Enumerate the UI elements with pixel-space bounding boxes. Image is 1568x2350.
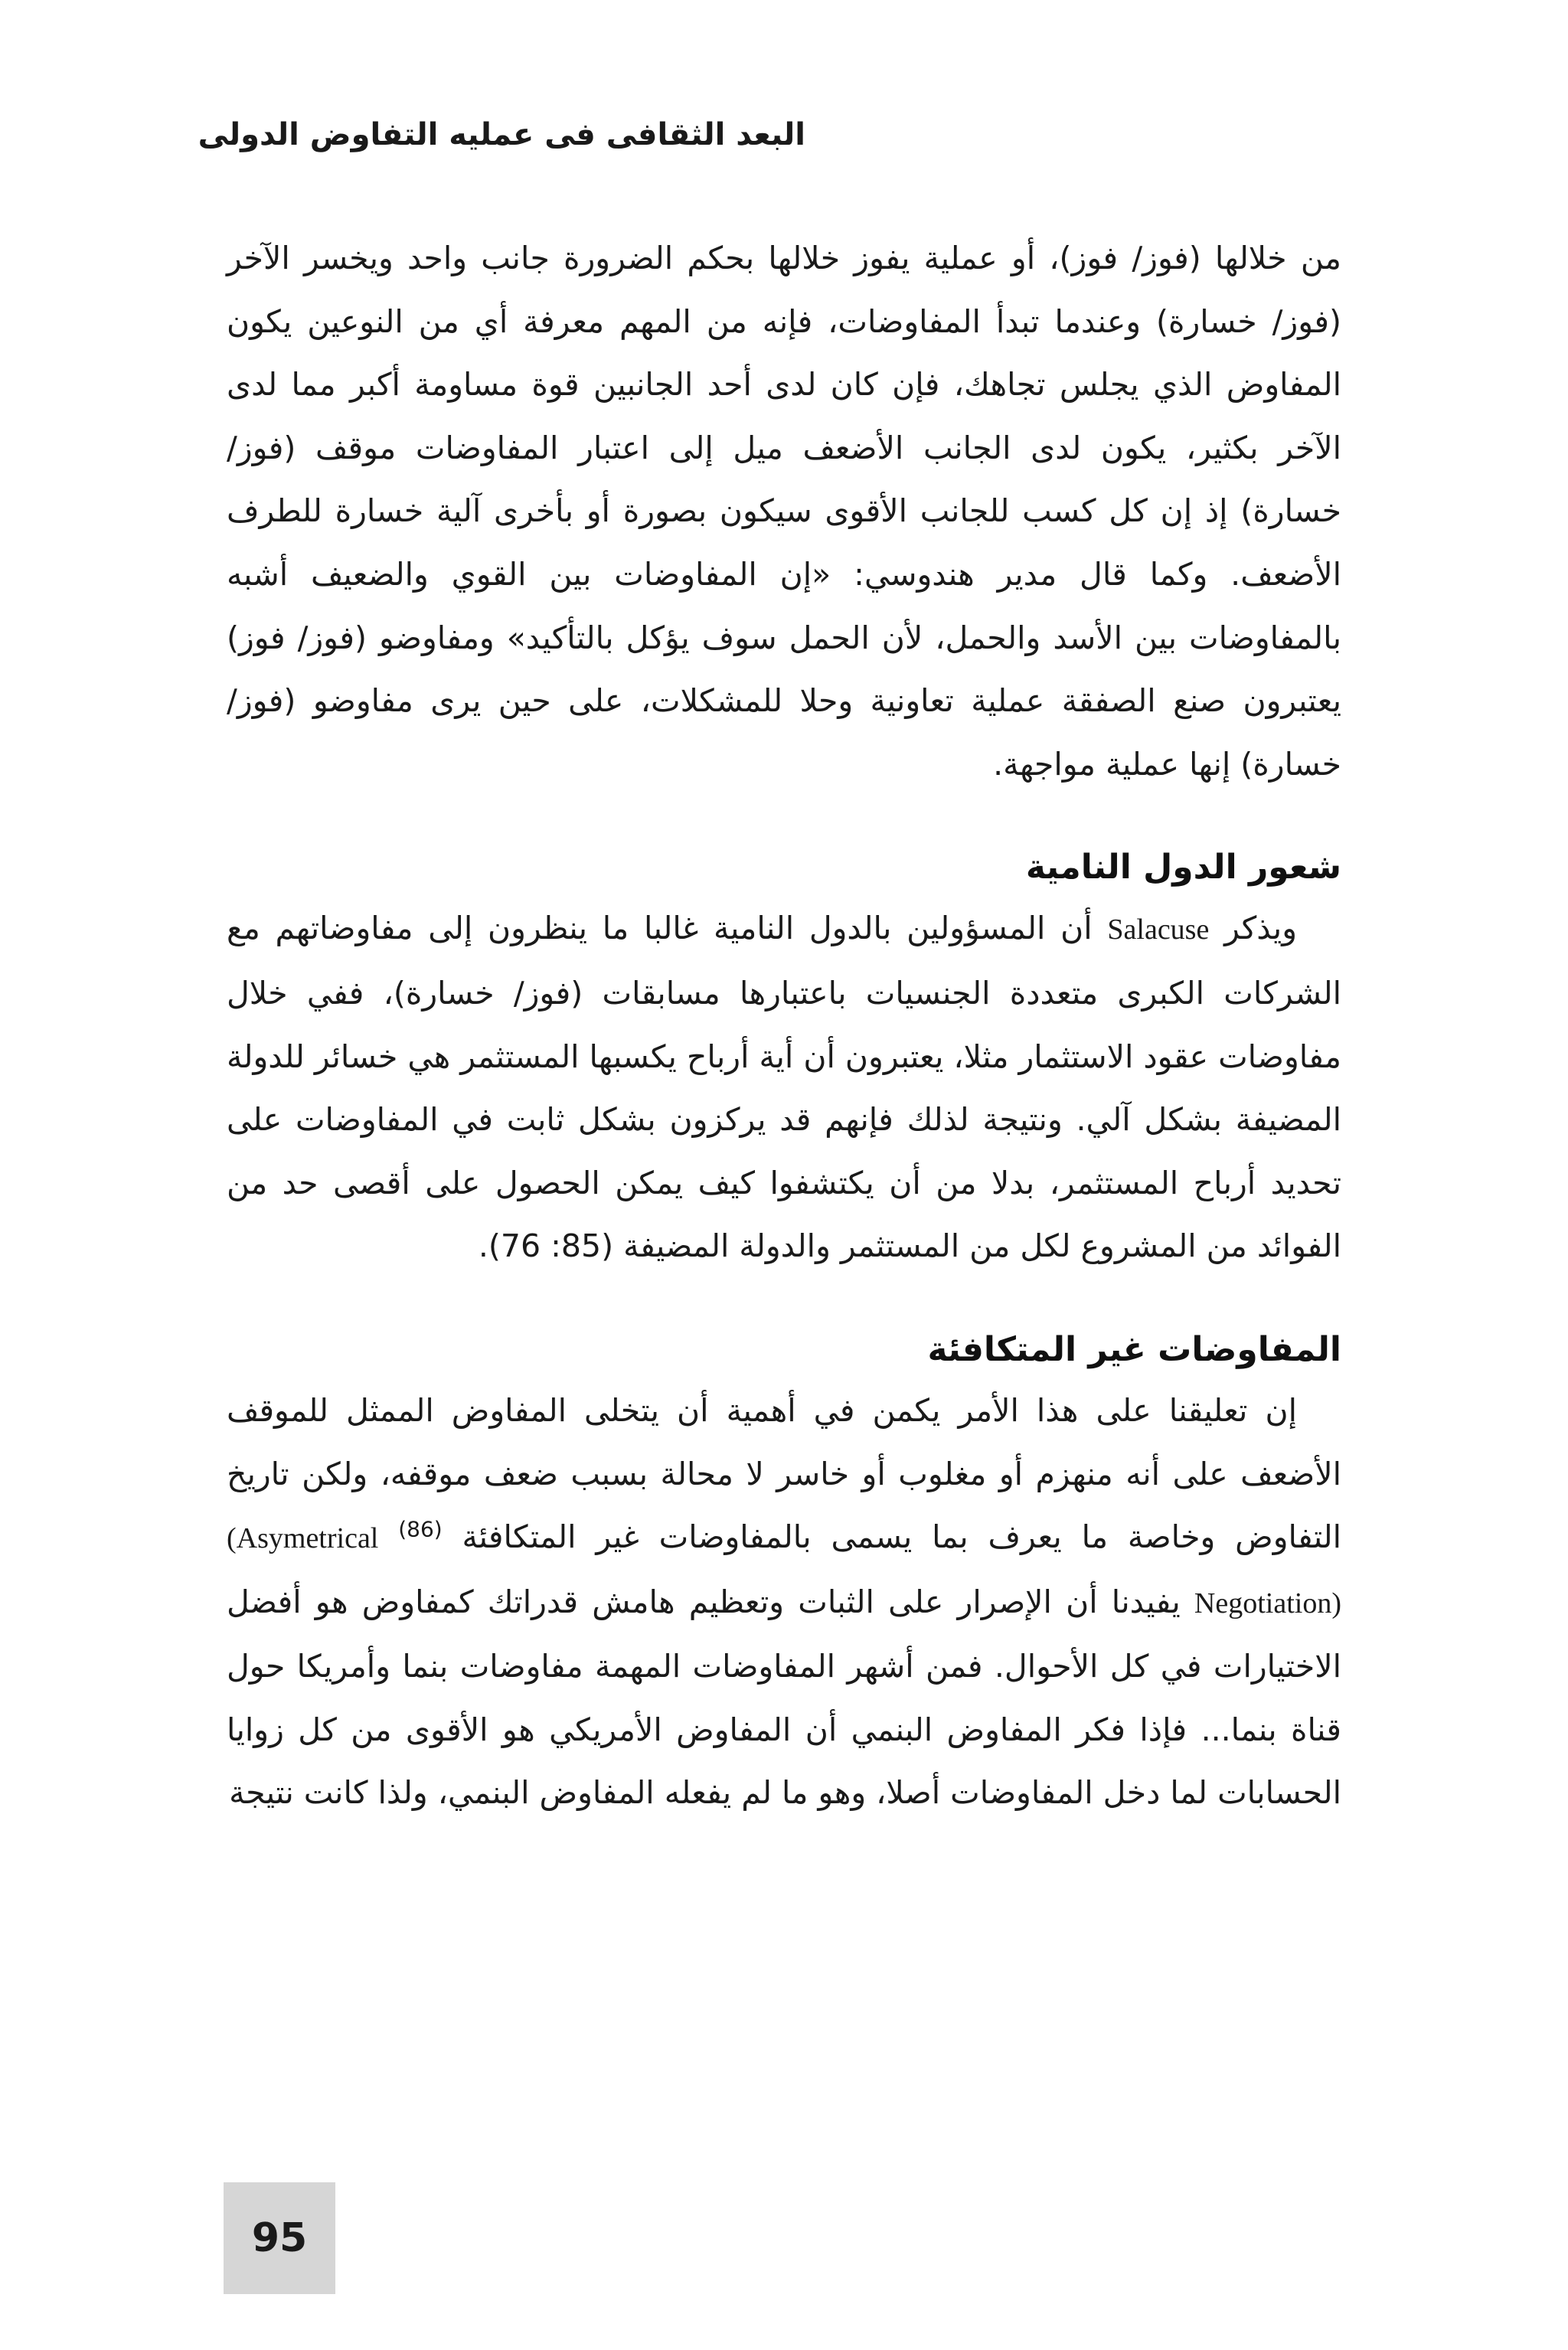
asymmetrical-paragraph <box>227 1379 1341 1825</box>
english-term: (Asymetrical Negotiation) <box>227 1522 1341 1620</box>
page-number-box <box>224 2182 335 2294</box>
paragraph-text-start: إن تعليقنا على هذا الأمر يكمن في أهمية أن يتخلى المفاوض الممثل للموقف الأضعف على أنه منهزم أو مغلوب أو خاسر لا محالة بسبب ضعف موقفه، ولكن تاريخ التفاوض وخاصة ما يعرف بما يسمى بالمفاوضات غير المتكافئة <box>227 1391 1341 1556</box>
developing-countries-paragraph <box>227 897 1341 1278</box>
running-header: البعد الثقافى فى عمليه التفاوض الدولى <box>198 117 805 152</box>
paragraph-text-rest: أن المسؤولين بالدول النامية غالبا ما ينظرون إلى مفاوضاتهم مع الشركات الكبرى متعددة الجنسيات باعتبارها مسابقات (فوز/ خسارة)، ففي خلال مفاوضات عقود الاستثمار مثلا، يعتبرون أن أية أرباح يكسبها المستثمر هي خسائر للدولة المضيفة بشكل آلي. ونتيجة لذلك فإنهم قد يركزون بشكل ثابت في المفاوضات على تحديد أرباح المستثمر، بدلا من أن يكتشفوا كيف يمكن الحصول على أقصى حد من الفوائد من المشروع لكل من المستثمر والدولة المضيفة (85: 76). <box>227 910 1341 1265</box>
intro-paragraph: من خلالها (فوز/ فوز)، أو عملية يفوز خلالها بحكم الضرورة جانب واحد ويخسر الآخر (فوز/ خسارة) وعندما تبدأ المفاوضات، فإنه من المهم معرفة أي من النوعين يكون المفاوض الذي يجلس تجاهك، فإن كان لدى أحد الجانبين قوة مساومة أكبر مما لدى الآخر بكثير، يكون لدى الجانب الأضعف ميل إلى اعتبار المفاوضات موقف (فوز/ خسارة) إذ إن كل كسب للجانب الأقوى سيكون بصورة أو بأخرى آلية خسارة للطرف الأضعف. وكما قال مدير هندوسي: «إن المفاوضات بين القوي والضعيف أشبه بالمفاوضات بين الأسد والحمل، لأن الحمل سوف يؤكل بالتأكيد» ومفاوضو (فوز/ فوز) يعتبرون صنع الصفقة عملية تعاونية وحلا للمشكلات، على حين يرى مفاوضو (فوز/ خسارة) إنها عملية مواجهة. <box>227 240 1341 783</box>
paragraph-text-rest: يفيدنا أن الإصرار على الثبات وتعظيم هامش قدراتك كمفاوض هو أفضل الاختيارات في كل الأحوال. فمن أشهر المفاوضات المهمة مفاوضات بنما وأمريكا حول قناة بنما... فإذا فكر المفاوض البنمي أن المفاوض الأمريكي هو الأقوى من كل زوايا الحسابات لما دخل المفاوضات أصلا، وهو ما لم يفعله المفاوض البنمي، ولذا كانت نتيجة <box>227 1583 1341 1812</box>
author-name: Salacuse <box>1107 914 1210 946</box>
page-number: 95 <box>251 2215 308 2261</box>
section-heading-developing-countries: شعور الدول النامية <box>1025 848 1341 887</box>
footnote-reference: (86) <box>398 1516 443 1542</box>
body-text <box>227 227 1341 1825</box>
paragraph-text-start: ويذكر <box>1224 910 1297 947</box>
section-heading-asymmetrical-negotiations: المفاوضات غير المتكافئة <box>927 1329 1341 1369</box>
